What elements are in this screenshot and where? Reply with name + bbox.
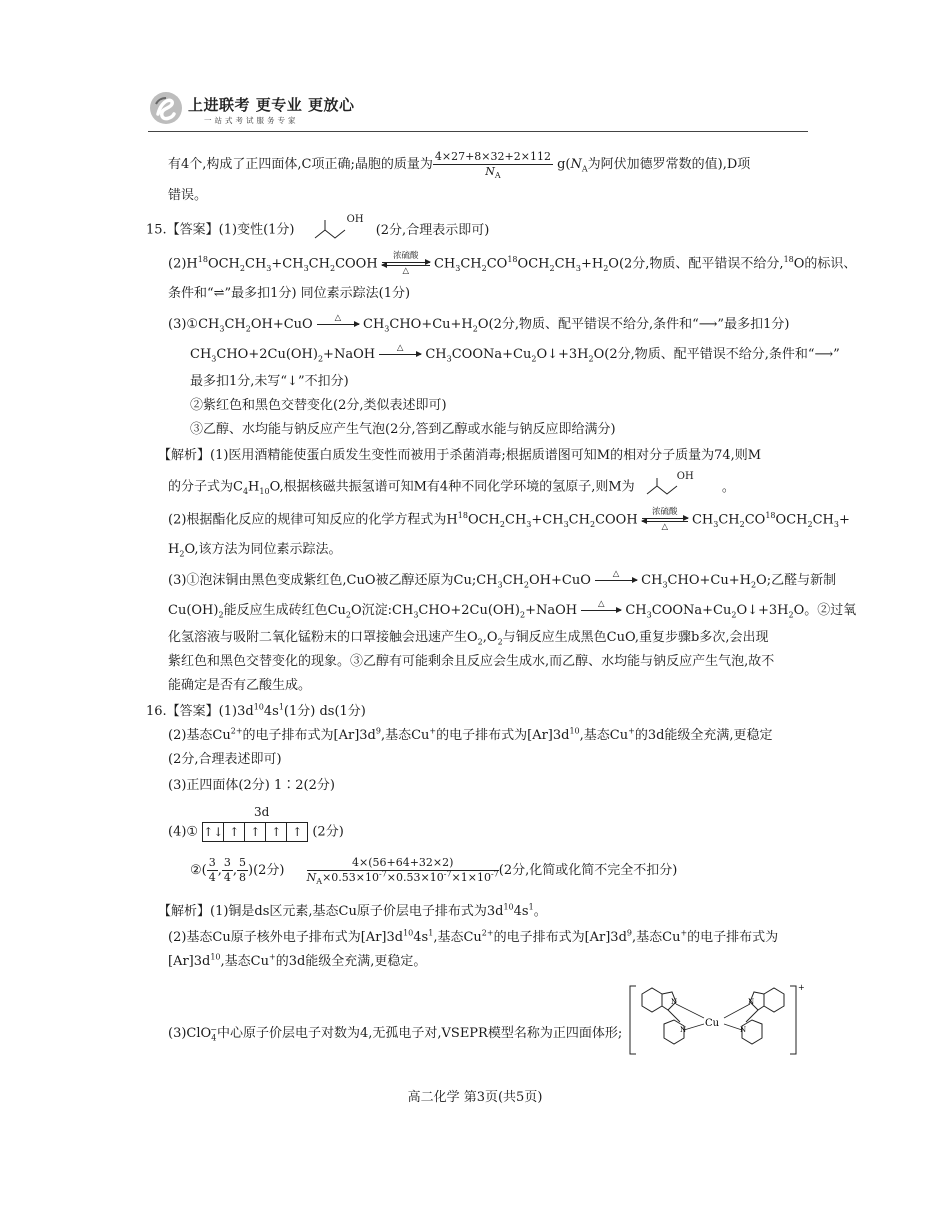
- copper-complex-structure: [628, 982, 804, 1058]
- analysis-line: (3)ClO$_4$−中心原子价层电子对数为4,无孤电子对,VSEPR模型名称为正四面体形;: [168, 1024, 623, 1043]
- text-line: 条件和“⇌”最多扣1分) 同位素示踪法(1分): [168, 286, 411, 301]
- n-atom-label: N: [671, 998, 678, 1006]
- 3d-orbital-diagram: [202, 822, 308, 842]
- analysis-line: 能确定是否有乙酸生成。: [168, 678, 312, 693]
- reversible-arrow-icon: 浓硫酸 △: [642, 508, 688, 532]
- equation-line: $(3)①CH_3CH_2OH+CuO$ △ $CH_3CHO+Cu+H_2O(2$分,物质、配平错误不给分,条件和“⟶”最多扣1分): [168, 313, 790, 334]
- text-line: 最多扣1分,未写“↓”不扣分): [190, 374, 349, 389]
- header-rule: [148, 131, 808, 132]
- equation-line: $(2)H^{18}OCH_2CH_3+CH_3CH_2COOH$ 浓硫酸 △ $CH_3CH_2CO^{18}OCH_2CH_3+H_2O(2$分,物质、配平错误不给分,$^{18}$O的标识、: [168, 251, 857, 276]
- charge-label: +: [798, 983, 805, 992]
- text: 15.【答案】(1)变性(1分): [146, 222, 295, 238]
- analysis-line: (3)①泡沫铜由黑色变成紫红色,CuO被乙醇还原为$Cu;CH_3CH_2OH+CuO$ △ $CH_3CHO+Cu+H_2O$;乙醛与新制: [168, 569, 837, 590]
- text-line: (2)基态$Cu^{2+}$的电子排布式为$[Ar]3d^9$,基态Cu+的电子排布式为$[Ar]3d^{10}$,基态Cu+的3d能级全充满,更稳定: [168, 726, 773, 743]
- analysis-line: 化氢溶液与吸附二氧化锰粉末的口罩接触会迅速产生$O_2,O_2$与铜反应生成黑色CuO,重复步骤b多次,会出现: [168, 630, 769, 647]
- analysis-line: 的分子式为$C_4H_{10}O$,根据核磁共振氢谱可知M有4种不同化学环境的氢原子,则M为 $^{OH}$ 。: [168, 471, 735, 497]
- density-fraction: $\frac{4\times(56+64+32\times 2)}{N_A\times 0.53\times 10^{-7}\times 0.53\times 10^{-7}\times 1\times 10^{-7}}$: [306, 856, 499, 887]
- text-line: ③乙醇、水均能与钠反应产生气泡(2分,答到乙醇或水能与钠反应即给满分): [190, 422, 616, 437]
- reversible-arrow-icon: 浓硫酸 △: [382, 252, 430, 276]
- q15-answer-head: [146, 214, 490, 242]
- text: (2分,合理表示即可): [375, 222, 490, 238]
- orbital-box: ↑: [266, 823, 287, 841]
- n-atom-label: N: [748, 998, 755, 1006]
- n-atom-label: N: [740, 1026, 747, 1034]
- oh-label: OH: [346, 214, 364, 226]
- text-line: 有4个,构成了正四面体,C项正确;晶胞的质量为 $\frac{4\times 27+8\times 32+2\times 112}{N_A}$ $g(N_A$为阿伏加德罗常数的值),D项: [168, 150, 751, 181]
- orbital-line: (4)① ↑↓ ↑ ↑ ↑ ↑ (2分): [168, 822, 344, 843]
- analysis-line: $H_2O$,该方法为同位素示踪法。: [168, 542, 342, 559]
- text-line: (2分,合理表述即可): [168, 752, 282, 767]
- brand-logo-icon: [148, 90, 184, 126]
- orbital-box: ↑↓: [203, 825, 224, 839]
- orbital-label: 3d: [254, 805, 270, 819]
- analysis-line: $Cu(OH)_2$能反应生成砖红色$Cu_2O$沉淀$:CH_3CHO+2Cu(OH)_2+NaOH$ △ $CH_3COONa+Cu_2O↓+3H_2O$。②过氧: [168, 599, 857, 620]
- analysis-line: (2)根据酯化反应的规律可知反应的化学方程式为$H^{18}OCH_2CH_3+CH_3CH_2COOH$ 浓硫酸 △ $CH_3CH_2CO^{18}OCH_2CH_3+$: [168, 507, 850, 532]
- brand-subtitle: 一站式考试服务专家: [204, 116, 299, 125]
- text-line: ②紫红色和黑色交替变化(2分,类似表述即可): [190, 398, 447, 413]
- n-atom-label: N: [680, 1026, 687, 1034]
- fraction-denominator: $N_A$: [485, 165, 501, 181]
- analysis-line: 紫红色和黑色交替变化的现象。③乙醇有可能剩余且反应会生成水,而乙醇、水均能与钠反应产生气泡,故不: [168, 654, 775, 669]
- fraction-numerator: 4×27+8×32+2×112: [434, 150, 551, 163]
- text: 有4个,构成了正四面体,C项正确;晶胞的质量为: [168, 157, 433, 172]
- text: 为阿伏加德罗常数的值),D项: [587, 157, 751, 172]
- coordinate-line: ②( $\frac{3}{4}$ , $\frac{3}{4}$ , $\frac{5}{8}$ )(2分) $\frac{4\times(56+64+32\times 2)}{N_A\times 0.53\times 10^{-7}\times 0.53\times 10^{-7}\times 1\times 10^{-7}}$ (2分,化简或化简不完全不扣分): [190, 856, 678, 887]
- orbital-box: ↑: [245, 823, 266, 841]
- text-line: (3)正四面体(2分) 1∶2(2分): [168, 778, 335, 793]
- page-footer: 高二化学 第3页(共5页): [407, 1090, 543, 1105]
- analysis-line: $[Ar]3d^{10}$,基态Cu+的3d能级全充满,更稳定。: [168, 952, 427, 969]
- q16-answer-head: 16.【答案】$(1)3d^{10}4s^1(1$分) ds(1分): [146, 702, 366, 719]
- equation-line: $CH_3CHO+2Cu(OH)_2+NaOH$ △ $CH_3COONa+Cu_2O↓+3H_2O(2$分,物质、配平错误不给分,条件和“⟶”: [190, 343, 840, 364]
- brand-title: 上进联考 更专业 更放心: [188, 96, 355, 114]
- heat-arrow-icon: △: [581, 600, 621, 621]
- analysis-line: 【解析】(1)医用酒精能使蛋白质发生变性而被用于杀菌消毒;根据质谱图可知M的相对分子质量为74,则M: [158, 448, 762, 463]
- heat-arrow-icon: △: [379, 344, 421, 365]
- heat-arrow-icon: △: [595, 570, 637, 591]
- cu-atom-label: Cu: [705, 1018, 720, 1029]
- orbital-box: ↑: [292, 825, 303, 839]
- crystal-mass-fraction: [433, 150, 553, 179]
- analysis-line: 【解析】(1)铜是ds区元素,基态Cu原子价层电子排布式为$3d^{10}4s^1$。: [158, 902, 547, 919]
- analysis-line: (2)基态Cu原子核外电子排布式为$[Ar]3d^{10}4s^1$,基态$Cu^{2+}$的电子排布式为$[Ar]3d^9$,基态Cu+的电子排布式为: [168, 928, 779, 945]
- orbital-box: ↑: [224, 823, 245, 841]
- page-header: [148, 88, 808, 132]
- heat-arrow-icon: △: [317, 314, 359, 335]
- text: g(: [557, 157, 571, 172]
- text-line: 错误。: [168, 188, 208, 203]
